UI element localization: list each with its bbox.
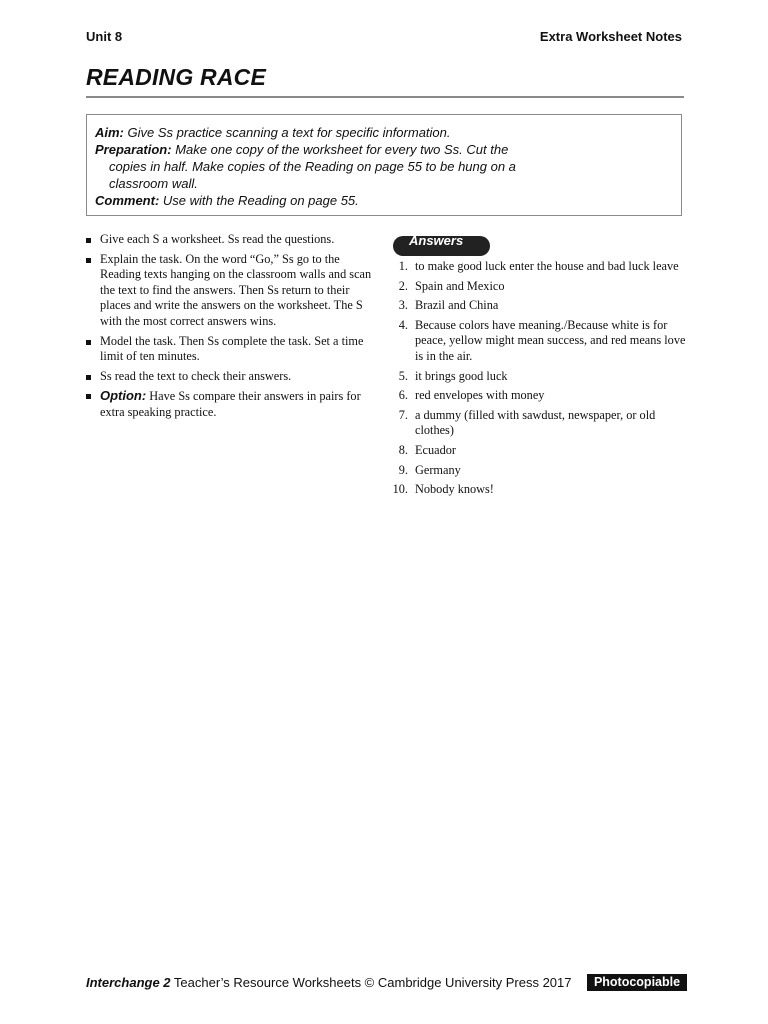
- comment-text: Use with the Reading on page 55.: [162, 193, 359, 208]
- answer-item: [390, 298, 690, 314]
- option-label: Option:: [100, 388, 147, 404]
- answers-heading: Answers: [409, 236, 464, 248]
- answer-item: [390, 463, 690, 479]
- answers-list: [390, 259, 690, 498]
- procedure-step-text: Explain the task. On the word “Go,” Ss go to the Reading texts hanging on the classroom walls and scan the text to find the answers. Then Ss return to their places and write the answers on the worksheet. The S with the most correct answers wins.: [100, 251, 372, 328]
- answer-number: 10.: [392, 482, 408, 497]
- procedure-step: [86, 252, 372, 330]
- answer-item: [390, 408, 690, 439]
- bullet-icon: [86, 238, 91, 243]
- footer: [86, 975, 572, 990]
- footer-brand: Interchange 2: [86, 975, 171, 990]
- unit-label: Unit 8: [86, 29, 123, 44]
- preparation-label: Preparation:: [95, 142, 172, 157]
- option-step: [86, 388, 372, 420]
- preparation-text-2: copies in half. Make copies of the Reading on page 55 to be hung on a: [109, 159, 516, 174]
- teacher-notes-box: [86, 114, 682, 216]
- answer-text: red envelopes with money: [415, 388, 545, 403]
- answer-number: 1.: [398, 259, 408, 273]
- answer-text: Nobody knows!: [415, 482, 494, 497]
- answer-number: 4.: [398, 317, 408, 332]
- answer-number: 6.: [398, 388, 408, 403]
- answer-number: 3.: [398, 298, 408, 313]
- answer-text: Brazil and China: [415, 298, 499, 313]
- answer-item: [390, 279, 690, 295]
- procedure-step-text: Give each S a worksheet. Ss read the questions.: [100, 232, 335, 246]
- bullet-icon: [86, 258, 91, 263]
- aim-label: Aim:: [95, 125, 124, 140]
- answer-item: [390, 482, 690, 498]
- procedure-step: [86, 334, 372, 365]
- answer-number: 9.: [398, 462, 408, 477]
- option-text: Have Ss compare their answers in pairs for extra speaking practice.: [100, 389, 361, 419]
- answer-item: [390, 318, 690, 365]
- procedure-step: [86, 232, 372, 248]
- answer-number: 2.: [398, 278, 408, 293]
- aim-text: Give Ss practice scanning a text for specific information.: [127, 125, 451, 140]
- answer-text: Ecuador: [415, 442, 456, 457]
- answer-number: 8.: [398, 442, 408, 457]
- procedure-step-text: Ss read the text to check their answers.: [100, 368, 292, 383]
- comment-line: [95, 192, 673, 209]
- bullet-icon: [86, 375, 91, 380]
- preparation-text-3: classroom wall.: [109, 176, 198, 191]
- photocopiable-badge: Photocopiable: [587, 974, 687, 991]
- answers-column: [390, 236, 690, 502]
- preparation-line: [95, 141, 673, 158]
- answer-item: [390, 443, 690, 459]
- answer-text: to make good luck enter the house and bad luck leave: [415, 259, 679, 273]
- answer-number: 5.: [398, 368, 408, 383]
- procedure-step: [86, 369, 372, 385]
- answer-item: [390, 388, 690, 404]
- procedure-list: [86, 232, 372, 421]
- answer-item: [390, 259, 690, 275]
- bullet-icon: [86, 394, 91, 399]
- answers-badge: [393, 236, 490, 256]
- page-title: READING RACE: [86, 64, 267, 90]
- answer-text: it brings good luck: [415, 368, 508, 383]
- title-divider: [86, 96, 684, 98]
- bullet-icon: [86, 340, 91, 345]
- answer-text: Germany: [415, 462, 461, 477]
- procedure-column: [86, 232, 372, 425]
- footer-copyright: Teacher’s Resource Worksheets © Cambridge University Press 2017: [173, 975, 572, 990]
- answer-text: Spain and Mexico: [415, 278, 505, 293]
- answer-number: 7.: [398, 407, 408, 422]
- comment-label: Comment:: [95, 193, 160, 208]
- answer-item: [390, 369, 690, 385]
- answer-text: a dummy (filled with sawdust, newspaper, or old clothes): [415, 407, 656, 438]
- aim-line: [95, 124, 673, 141]
- answer-text: Because colors have meaning./Because white is for peace, yellow might mean success, and red means love is in the air.: [415, 317, 686, 363]
- section-label: Extra Worksheet Notes: [539, 29, 682, 44]
- preparation-text-1: Make one copy of the worksheet for every two Ss. Cut the: [175, 142, 509, 157]
- procedure-step-text: Model the task. Then Ss complete the task. Set a time limit of ten minutes.: [100, 333, 364, 364]
